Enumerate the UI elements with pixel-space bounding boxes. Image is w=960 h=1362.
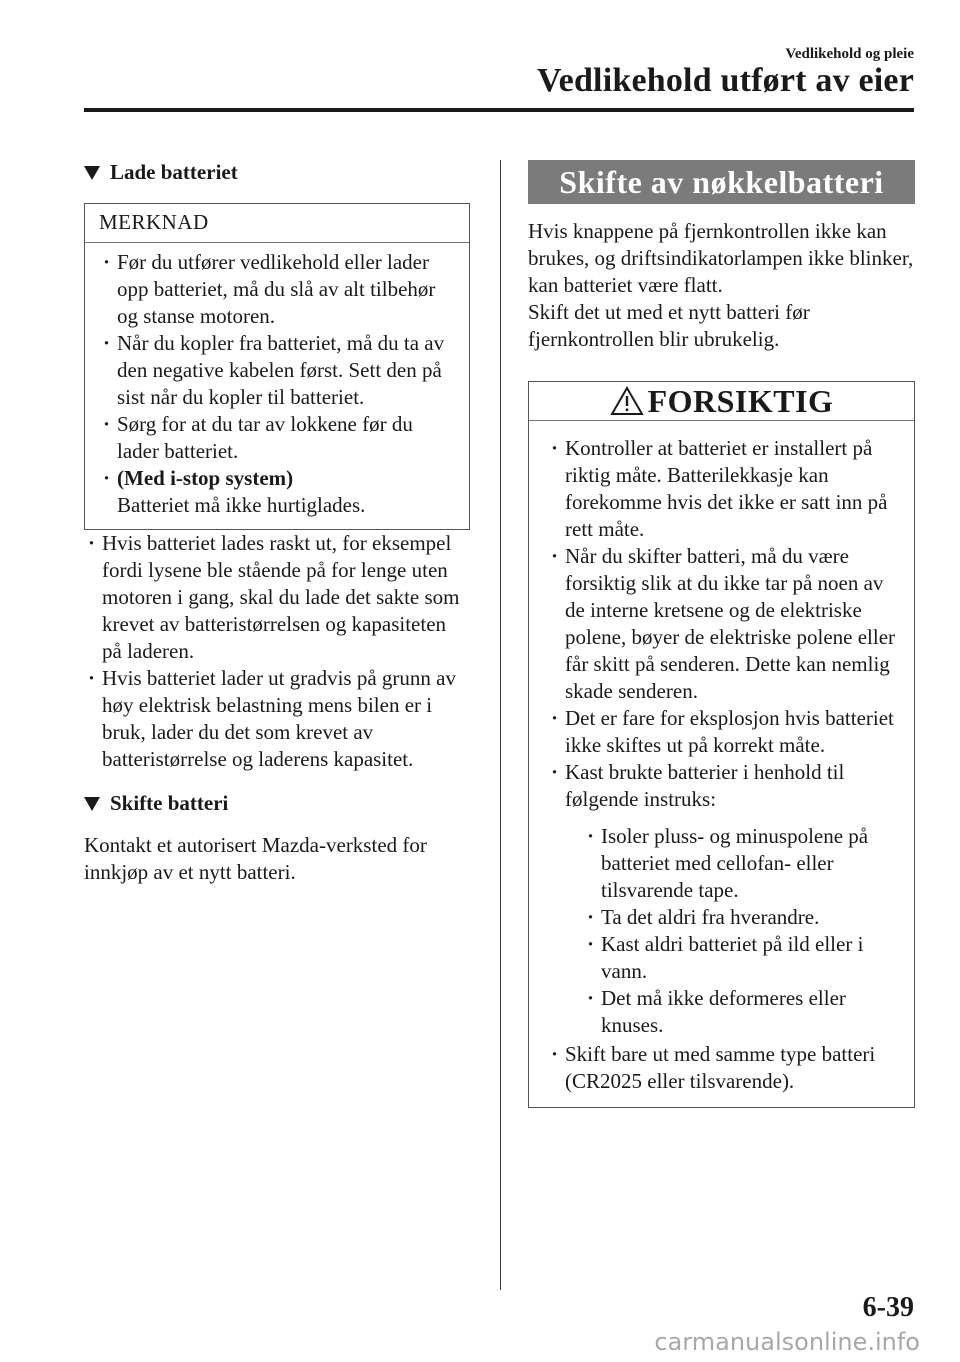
watermark: carmanualsonline.info (654, 1328, 920, 1356)
charge-info-list (84, 530, 470, 773)
note-item-text: Batteriet må ikke hurtiglades. (117, 493, 366, 517)
note-list (99, 249, 457, 519)
page-title: Vedlikehold utført av eier (537, 62, 914, 99)
caution-item (547, 759, 900, 1039)
note-body (85, 243, 469, 529)
caution-title: FORSIKTIG (647, 382, 834, 419)
note-item (99, 465, 457, 519)
caution-list (547, 435, 900, 1095)
note-item: · Når du kopler fra batteriet, må du ta av den negative kabelen først. Sett den på sist når du kopler til batteriet. (99, 330, 457, 411)
caution-subitem: · Ta det aldri fra hverandre. (583, 904, 900, 931)
triangle-down-icon (84, 166, 100, 180)
caution-item: · Kontroller at batteriet er installert på riktig måte. Batterilekkasje kan forekomme hvis det ikke er satt inn på rett måte. (547, 435, 900, 543)
caution-body (529, 421, 914, 1107)
intro-paragraph: Hvis knappene på fjernkontrollen ikke kan brukes, og driftsindikatorlampen ikke blinker, kan batteriet være flatt. (528, 219, 914, 297)
caution-subitem: · Det må ikke deformeres eller knuses. (583, 985, 900, 1039)
caution-sublist (583, 823, 900, 1039)
note-item: · Sørg for at du tar av lokkene før du lader batteriet. (99, 411, 457, 465)
header-rule (84, 108, 914, 112)
page-number: 6-39 (862, 1292, 914, 1323)
right-column (528, 160, 915, 1108)
heading-text: Skifte batteri (110, 791, 229, 815)
list-item: · Hvis batteriet lader ut gradvis på grunn av høy elektrisk belastning mens bilen er i bruk, lader du det som krevet av batteristørrelse og laderens kapasitet. (84, 665, 470, 773)
caution-item: · Skift bare ut med samme type batteri (CR2025 eller tilsvarende). (547, 1041, 900, 1095)
heading-charge-battery (84, 160, 470, 185)
warning-icon (610, 386, 644, 416)
intro-paragraph-2: Skift det ut med et nytt batteri før fjernkontrollen blir ubrukelig. (528, 300, 810, 351)
caution-item: · Når du skifter batteri, må du være forsiktig slik at du ikke tar på noen av de interne kretsene og de elektriske polene, bøyer de elektriske polene eller får skitt på senderen. Dette kan nemlig skade senderen. (547, 543, 900, 705)
heading-replace-battery (84, 791, 470, 816)
caution-box (528, 381, 915, 1108)
triangle-down-icon (84, 797, 100, 811)
note-box (84, 203, 470, 530)
list-item: · Hvis batteriet lades raskt ut, for eksempel fordi lysene ble stående på for lenge uten motoren i gang, skal du lade det sakte som krevet av batteristørrelsen og kapasiteten på laderen. (84, 530, 470, 665)
caution-item: · Det er fare for eksplosjon hvis batteriet ikke skiftes ut på korrekt måte. (547, 705, 900, 759)
note-item: · Før du utfører vedlikehold eller lader opp batteriet, må du slå av alt tilbehør og stanse motoren. (99, 249, 457, 330)
caution-item-text: Kast brukte batterier i henhold til følgende instruks: (565, 760, 845, 811)
replace-battery-paragraph: Kontakt et autorisert Mazda-verksted for innkjøp av et nytt batteri. (84, 833, 427, 884)
header-section: Vedlikehold og pleie (785, 46, 914, 62)
note-item-bold: (Med i-stop system) (117, 466, 294, 490)
caution-subitem: · Isoler pluss- og minuspolene på batteriet med cellofan- eller tilsvarende tape. (583, 823, 900, 904)
left-column (84, 160, 470, 886)
section-banner: Skifte av nøkkelbatteri (528, 160, 915, 204)
caution-subitem: · Kast aldri batteriet på ild eller i vann. (583, 931, 900, 985)
heading-text: Lade batteriet (110, 160, 238, 184)
caution-header (529, 382, 914, 421)
note-title: MERKNAD (85, 204, 469, 243)
column-divider (500, 160, 501, 1290)
